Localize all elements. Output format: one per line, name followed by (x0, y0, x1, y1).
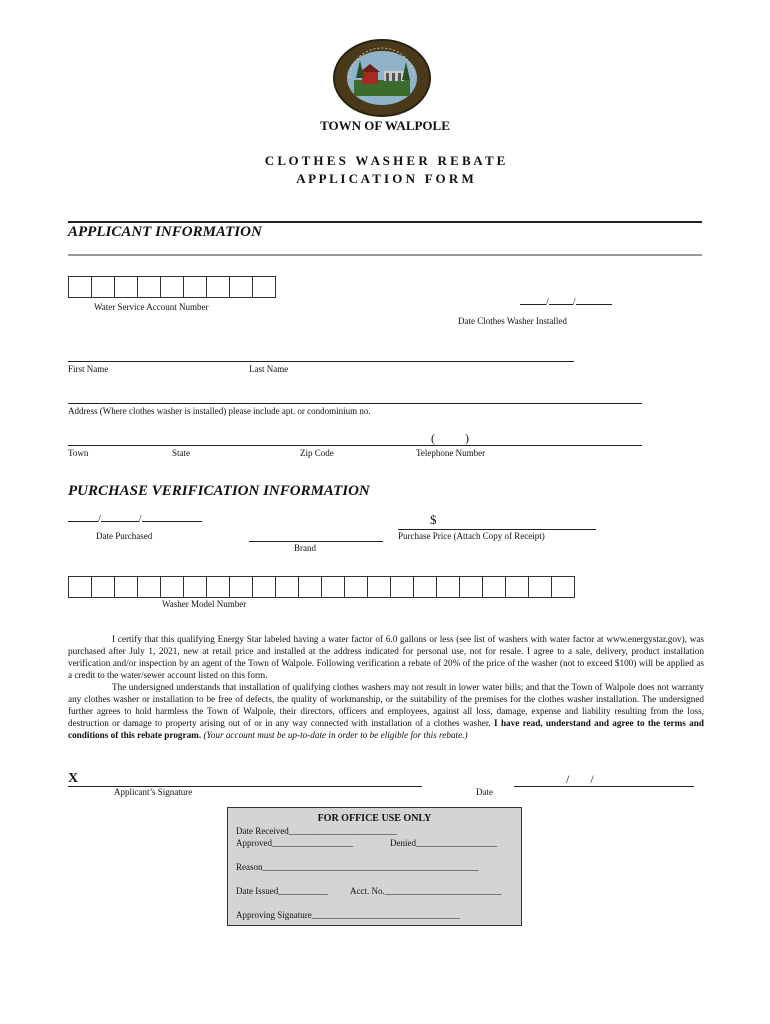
signature-date-line[interactable] (514, 786, 694, 787)
account-number-cell[interactable] (160, 276, 184, 298)
account-number-label: Water Service Account Number (94, 302, 209, 312)
brand-label: Brand (294, 543, 316, 553)
model-number-cell[interactable] (367, 576, 391, 598)
model-number-cell[interactable] (229, 576, 253, 598)
account-number-field[interactable] (68, 276, 276, 298)
form-title-line2: A P P L I C A T I O N F O R M (296, 171, 474, 186)
signature-x-mark: X (68, 771, 79, 786)
model-number-cell[interactable] (436, 576, 460, 598)
model-number-cell[interactable] (68, 576, 92, 598)
model-number-cell[interactable] (413, 576, 437, 598)
model-number-cell[interactable] (505, 576, 529, 598)
office-date-received: Date Received________________________ (236, 826, 397, 836)
office-use-box (227, 807, 522, 926)
location-line[interactable] (68, 445, 642, 446)
account-number-cell[interactable] (206, 276, 230, 298)
address-line[interactable] (68, 403, 642, 404)
model-number-cell[interactable] (137, 576, 161, 598)
date-installed-label: Date Clothes Washer Installed (458, 316, 567, 326)
phone-parens: ( ) (431, 431, 469, 445)
applicant-section-title: APPLICANT INFORMATION (68, 224, 262, 240)
model-number-field[interactable] (68, 576, 575, 598)
price-line[interactable] (398, 529, 596, 530)
certification-paragraph-1: I certify that this qualifying Energy Star labeled having a water factor of 6.0 gallons or less (see list of washers with water factor at www.energystar.gov), was purchased after July 1, 2021, new at retail price and installed at the address indicated for personal use, not for resale. I agree to a sale, delivery, product installation verification and/or inspection by an agent of the Town of Walpole. Following verification a rebate of 20% of the price of the washer (not to exceed $100) will be applied as a credit to the water/sewer account listed on this form. (68, 634, 704, 680)
signature-date-label: Date (476, 787, 493, 797)
model-number-cell[interactable] (482, 576, 506, 598)
date-purchased-label: Date Purchased (96, 531, 153, 541)
certification-terms: The undersigned understands that installation of qualifying clothes washers may not result in lower water bills; and that the Town of Walpole does not warranty any clothes washer or installation to be free of defects, the quality of workmanship, or the suitability of the premises for the clothes washer installation. The undersigned further agrees to hold harmless the Town of Walpole, their directors, officers and employees, against all loss, damage, expense and liability resulting from the loss, destruction or damage to property arising out of or in any way connected with installation of a clothes washer. (68, 682, 704, 728)
model-number-cell[interactable] (206, 576, 230, 598)
model-number-label: Washer Model Number (162, 599, 247, 609)
dollar-sign: $ (430, 512, 437, 527)
form-title-line1: C L O T H E S W A S H E R R E B A T E (264, 153, 506, 168)
office-approving-signature: Approving Signature_________________________________ (236, 910, 461, 920)
last-name-label: Last Name (249, 364, 289, 374)
model-number-cell[interactable] (551, 576, 575, 598)
office-use-title: FOR OFFICE USE ONLY (317, 813, 432, 824)
certification-paragraph-2 (68, 681, 704, 741)
office-date-issued: Date Issued___________ (236, 886, 328, 896)
model-number-cell[interactable] (344, 576, 368, 598)
account-number-cell[interactable] (183, 276, 207, 298)
state-label: State (172, 448, 190, 458)
account-number-cell[interactable] (91, 276, 115, 298)
signature-date-slashes: / / (566, 772, 594, 786)
account-number-cell[interactable] (68, 276, 92, 298)
model-number-cell[interactable] (183, 576, 207, 598)
office-acct-no: Acct. No.__________________________ (350, 886, 502, 896)
account-number-cell[interactable] (114, 276, 138, 298)
address-label: Address (Where clothes washer is installed) please include apt. or condominium no. (68, 406, 371, 416)
phone-label: Telephone Number (416, 448, 486, 458)
name-line[interactable] (68, 361, 574, 362)
model-number-cell[interactable] (275, 576, 299, 598)
model-number-cell[interactable] (252, 576, 276, 598)
model-number-cell[interactable] (160, 576, 184, 598)
town-label: Town (68, 448, 89, 458)
account-number-cell[interactable] (137, 276, 161, 298)
model-number-cell[interactable] (321, 576, 345, 598)
town-seal (332, 38, 432, 118)
purchase-section-title: PURCHASE VERIFICATION INFORMATION (68, 483, 370, 499)
model-number-cell[interactable] (459, 576, 483, 598)
account-number-cell[interactable] (252, 276, 276, 298)
zip-label: Zip Code (300, 448, 334, 458)
town-name: TOWN OF WALPOLE (320, 118, 450, 133)
certification-text (68, 633, 704, 741)
first-name-label: First Name (68, 364, 109, 374)
date-installed-field[interactable]: / / (520, 297, 612, 308)
certification-note: (Your account must be up-to-date in order to be eligible for this rebate.) (201, 730, 468, 740)
price-label: Purchase Price (Attach Copy of Receipt) (398, 531, 545, 541)
model-number-cell[interactable] (114, 576, 138, 598)
office-approved: Approved__________________ (236, 838, 353, 848)
model-number-cell[interactable] (298, 576, 322, 598)
model-number-cell[interactable] (390, 576, 414, 598)
section-divider-top (68, 221, 702, 223)
model-number-cell[interactable] (91, 576, 115, 598)
signature-label: Applicant’s Signature (114, 787, 193, 797)
model-number-cell[interactable] (528, 576, 552, 598)
section-divider-bottom (68, 254, 702, 256)
account-number-cell[interactable] (229, 276, 253, 298)
brand-line[interactable] (249, 541, 383, 542)
office-reason: Reason________________________________________________ (236, 862, 479, 872)
date-purchased-field[interactable]: / / (68, 514, 202, 525)
office-denied: Denied__________________ (390, 838, 497, 848)
certification-agreement: I have read, understand and agree to the terms and conditions of this rebate program. (68, 718, 704, 740)
